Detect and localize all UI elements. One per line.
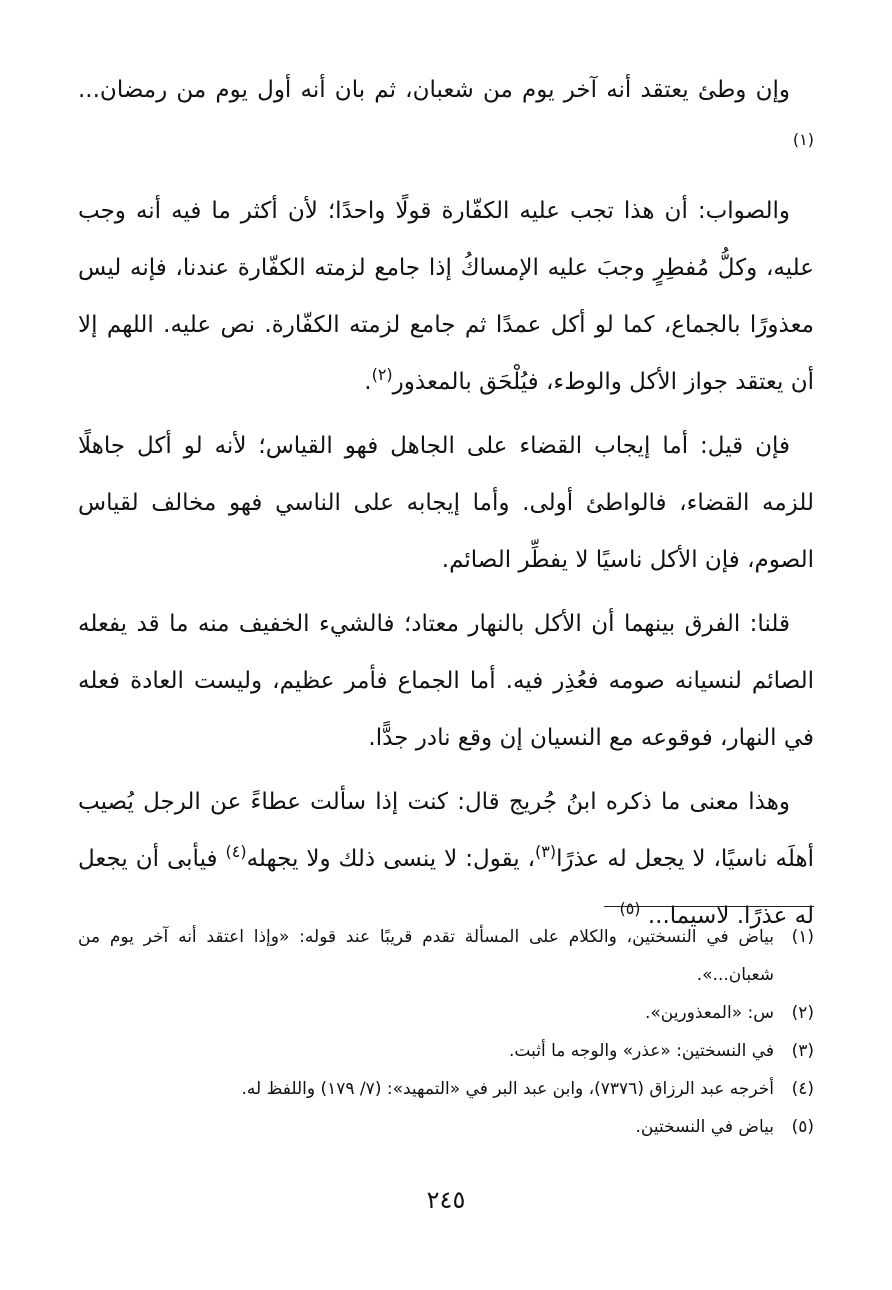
- footnote-number: (١): [791, 927, 814, 947]
- footnotes: [78, 918, 814, 1146]
- footnote-5: [78, 1108, 814, 1146]
- footnote-marker-1: (١): [792, 130, 814, 149]
- footnote-marker-5: (٥): [619, 899, 641, 918]
- footnote-text: أخرجه عبد الرزاق (٧٣٧٦)، وابن عبد البر في «التمهيد»: (٧/ ١٧٩) واللفظ له.: [241, 1079, 774, 1099]
- footnote-separator: [604, 906, 814, 907]
- paragraph-text: قلنا: الفرق بينهما أن الأكل بالنهار معتاد؛ فالشيء الخفيف منه ما قد يفعله الصائم لنسيانه صومه فعُذِر فيه. أما الجماع فأمر عظيم، وليست العادة فعله في النهار، فوقوعه مع النسيان إن وقع نادر جدًّا.: [78, 611, 814, 751]
- main-text: [78, 62, 814, 952]
- footnote-text: في النسختين: «عذر» والوجه ما أثبت.: [509, 1041, 774, 1061]
- footnote-text: س: «المعذورين».: [644, 1003, 774, 1023]
- paragraph-2: [78, 183, 814, 411]
- paragraph-text: فيأبى أن يجعل له عذرًا. لاسيما...: [78, 846, 814, 929]
- footnote-marker-4: (٤): [225, 842, 247, 861]
- page-number: ٢٤٥: [426, 1186, 466, 1214]
- paragraph-text: والصواب: أن هذا تجب عليه الكفّارة قولًا واحدًا؛ لأن أكثر ما فيه أنه وجب عليه، وكلُّ مُفطِرٍ وجبَ عليه الإمساكُ إذا جامع لزمته الكفّارة عندنا، فإنه ليس معذورًا بالجماع، كما لو أكل عمدًا ثم جامع لزمته الكفّارة. نص عليه. اللهم إلا أن يعتقد جواز الأكل والوطء، فيُلْحَق بالمعذور: [78, 198, 814, 395]
- paragraph-end: .: [364, 369, 372, 395]
- footnote-4: [78, 1070, 814, 1108]
- paragraph-text: فإن قيل: أما إيجاب القضاء على الجاهل فهو القياس؛ لأنه لو أكل جاهلًا للزمه القضاء، فالواطئ أولى. وأما إيجابه على الناسي فهو مخالف لقياس الصوم، فإن الأكل ناسيًا لا يفطِّر الصائم.: [78, 433, 814, 573]
- footnote-number: (٢): [791, 1003, 814, 1023]
- paragraph-1: [78, 62, 814, 176]
- paragraph-text: وهذا معنى ما ذكره ابنُ جُريج قال: كنت إذا سألت عطاءً عن الرجل يُصيب أهلَه ناسيًا، لا يجعل له عذرًا: [78, 789, 814, 872]
- footnote-3: [78, 1032, 814, 1070]
- footnote-text: بياض في النسختين.: [635, 1117, 774, 1137]
- footnote-number: (٤): [791, 1079, 814, 1099]
- paragraph-4: [78, 596, 814, 767]
- footnote-marker-2: (٢): [371, 365, 393, 384]
- footnote-1: [78, 918, 814, 994]
- footnote-marker-3: (٣): [535, 842, 557, 861]
- footnote-2: [78, 994, 814, 1032]
- footnote-number: (٥): [791, 1117, 814, 1137]
- paragraph-text: ، يقول: لا ينسى ذلك ولا يجهله: [246, 846, 536, 872]
- paragraph-3: [78, 418, 814, 589]
- footnote-text: بياض في النسختين، والكلام على المسألة تقدم قريبًا عند قوله: «وإذا اعتقد أنه آخر يوم من شعبان...».: [78, 927, 774, 985]
- footnote-number: (٣): [791, 1041, 814, 1061]
- paragraph-text: وإن وطئ يعتقد أنه آخر يوم من شعبان، ثم بان أنه أول يوم من رمضان...: [78, 77, 790, 103]
